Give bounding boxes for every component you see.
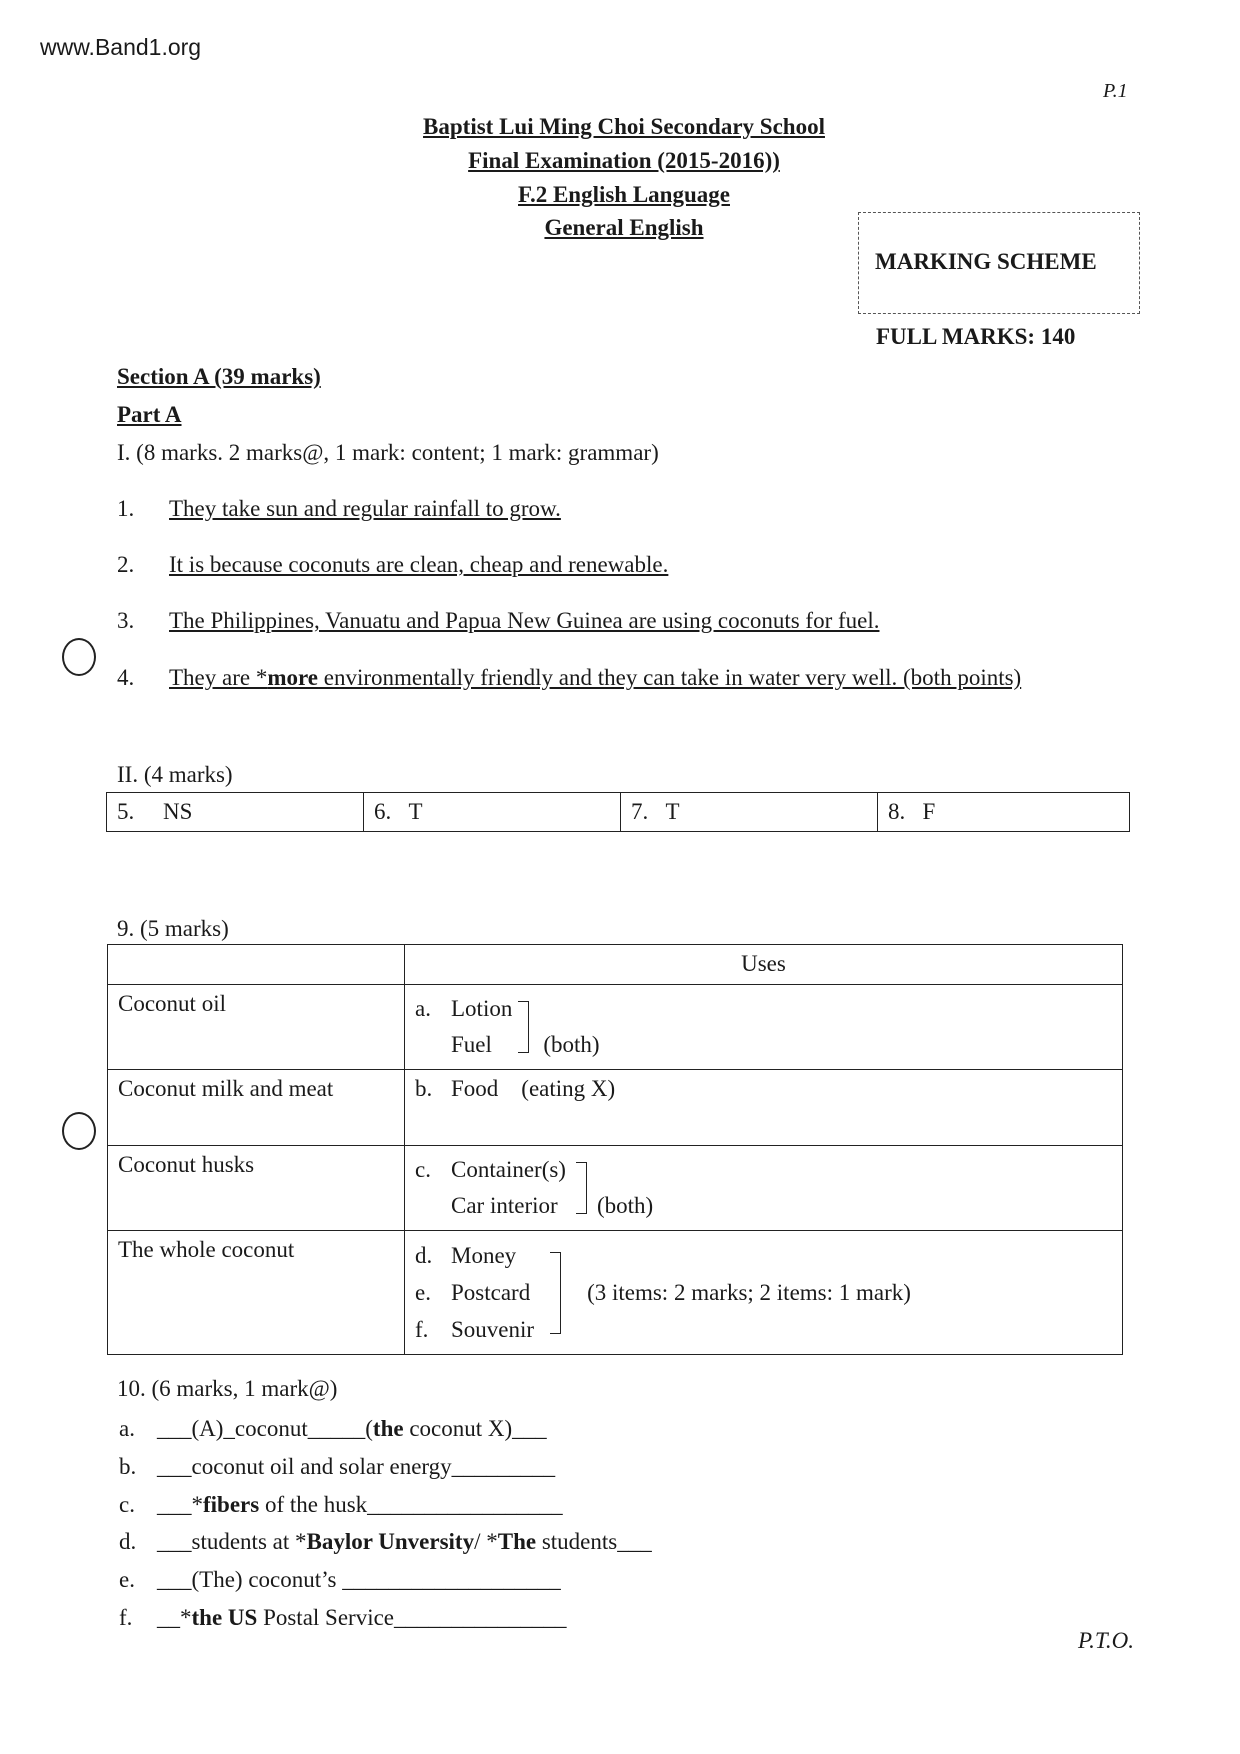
q10-answer: __*the US Postal Service_______________: [157, 1605, 567, 1630]
pto-label: P.T.O.: [1078, 1628, 1135, 1653]
blank-header: [108, 945, 405, 985]
marking-scheme-label: MARKING SCHEME: [875, 249, 1097, 274]
cell-answer: NS: [163, 799, 193, 824]
q10-answer: ___coconut oil and solar energy_________: [157, 1453, 556, 1479]
q4-text-end: environmentally friendly and they can take in water very well. (both points): [318, 665, 1022, 690]
q10-letter: b.: [119, 1453, 137, 1479]
use-item: Postcard: [451, 1280, 531, 1305]
use-item: Food (eating X): [451, 1076, 616, 1101]
q10-letter: d.: [119, 1529, 137, 1555]
subject-title: F.2 English Language: [518, 182, 730, 207]
part-cell: The whole coconut: [108, 1231, 405, 1355]
use-note: (both): [543, 1032, 600, 1057]
true-false-table: [106, 792, 1130, 832]
q2-num: 2.: [117, 552, 135, 577]
q3-answer: The Philippines, Vanuatu and Papua New Guinea are using coconuts for fuel.: [169, 608, 880, 633]
cell-answer: F: [922, 799, 936, 824]
q10-heading: 10. (6 marks, 1 mark@): [117, 1376, 338, 1401]
q4-bold: more: [267, 665, 319, 690]
q10-answer: ___(A)_coconut_____(the coconut X)___: [157, 1416, 547, 1441]
uses-header: Uses: [405, 945, 1123, 985]
use-item: Lotion: [451, 996, 513, 1021]
q3-num: 3.: [117, 608, 135, 633]
cell-num: 8.: [888, 799, 906, 824]
q2-heading: II. (4 marks): [117, 762, 233, 787]
q10-answer: ___*fibers of the husk_________________: [157, 1491, 563, 1517]
watermark: www.Band1.org: [40, 34, 202, 60]
q10-letter: e.: [119, 1567, 135, 1593]
punch-hole-mark: [62, 638, 96, 676]
use-note: (3 items: 2 marks; 2 items: 1 mark): [587, 1279, 911, 1305]
marking-scheme-box: [858, 212, 1140, 314]
part-heading: Part A: [117, 402, 182, 427]
use-item: Fuel: [451, 1032, 492, 1057]
section-heading: Section A (39 marks): [117, 364, 321, 389]
cell-num: 6.: [374, 799, 392, 824]
use-note: (both): [596, 1193, 654, 1218]
q10-letter: c.: [119, 1491, 135, 1517]
use-letter: d.: [415, 1243, 433, 1268]
uses-cell: [405, 1146, 1123, 1231]
exam-title: Final Examination (2015-2016)): [468, 148, 780, 173]
q1-num: 1.: [117, 496, 135, 521]
part-cell: Coconut husks: [108, 1146, 405, 1231]
q10-letter: a.: [119, 1416, 135, 1441]
use-letter: e.: [415, 1280, 431, 1305]
paper-title: General English: [544, 215, 704, 240]
q1-heading: I. (8 marks. 2 marks@, 1 mark: content; 1 mark: grammar): [117, 440, 659, 465]
q10-letter: f.: [119, 1605, 133, 1630]
use-item: Container(s): [451, 1157, 566, 1182]
brace-icon: [576, 1162, 587, 1214]
q9-heading: 9. (5 marks): [117, 916, 229, 941]
use-letter: b.: [415, 1076, 433, 1101]
q2-answer: It is because coconuts are clean, cheap and renewable.: [169, 552, 669, 577]
q4-answer: [169, 665, 1021, 691]
q1-answer: They take sun and regular rainfall to grow.: [169, 496, 561, 521]
q10-answer: ___students at *Baylor Unversity/ *The students___: [157, 1529, 652, 1555]
use-letter: c.: [415, 1157, 431, 1182]
cell-answer: T: [408, 799, 423, 824]
tf-cell: [107, 793, 364, 832]
part-cell: Coconut oil: [108, 985, 405, 1070]
page-number: P.1: [1103, 80, 1128, 102]
use-letter: a.: [415, 996, 431, 1021]
use-item: Souvenir: [451, 1317, 535, 1342]
uses-cell: [405, 1070, 1123, 1146]
use-letter: f.: [415, 1317, 429, 1342]
uses-cell: [405, 985, 1123, 1070]
uses-cell: [405, 1231, 1123, 1355]
use-item: Car interior: [451, 1193, 558, 1218]
q10-answer: ___(The) coconut’s ___________________: [157, 1567, 561, 1593]
part-cell: Coconut milk and meat: [108, 1070, 405, 1146]
tf-cell: [621, 793, 878, 832]
uses-table: [107, 944, 1123, 1355]
use-item: Money: [451, 1243, 517, 1268]
cell-answer: T: [665, 799, 680, 824]
tf-cell: [364, 793, 621, 832]
q4-text: They are *: [169, 665, 268, 690]
q4-num: 4.: [117, 665, 135, 690]
brace-icon: [550, 1252, 561, 1334]
cell-num: 7.: [631, 799, 649, 824]
tf-cell: [878, 793, 1130, 832]
school-name: Baptist Lui Ming Choi Secondary School: [423, 114, 825, 139]
punch-hole-mark: [62, 1112, 96, 1150]
cell-num: 5.: [117, 799, 135, 824]
full-marks: FULL MARKS: 140: [876, 324, 1076, 349]
brace-icon: [518, 1001, 529, 1053]
